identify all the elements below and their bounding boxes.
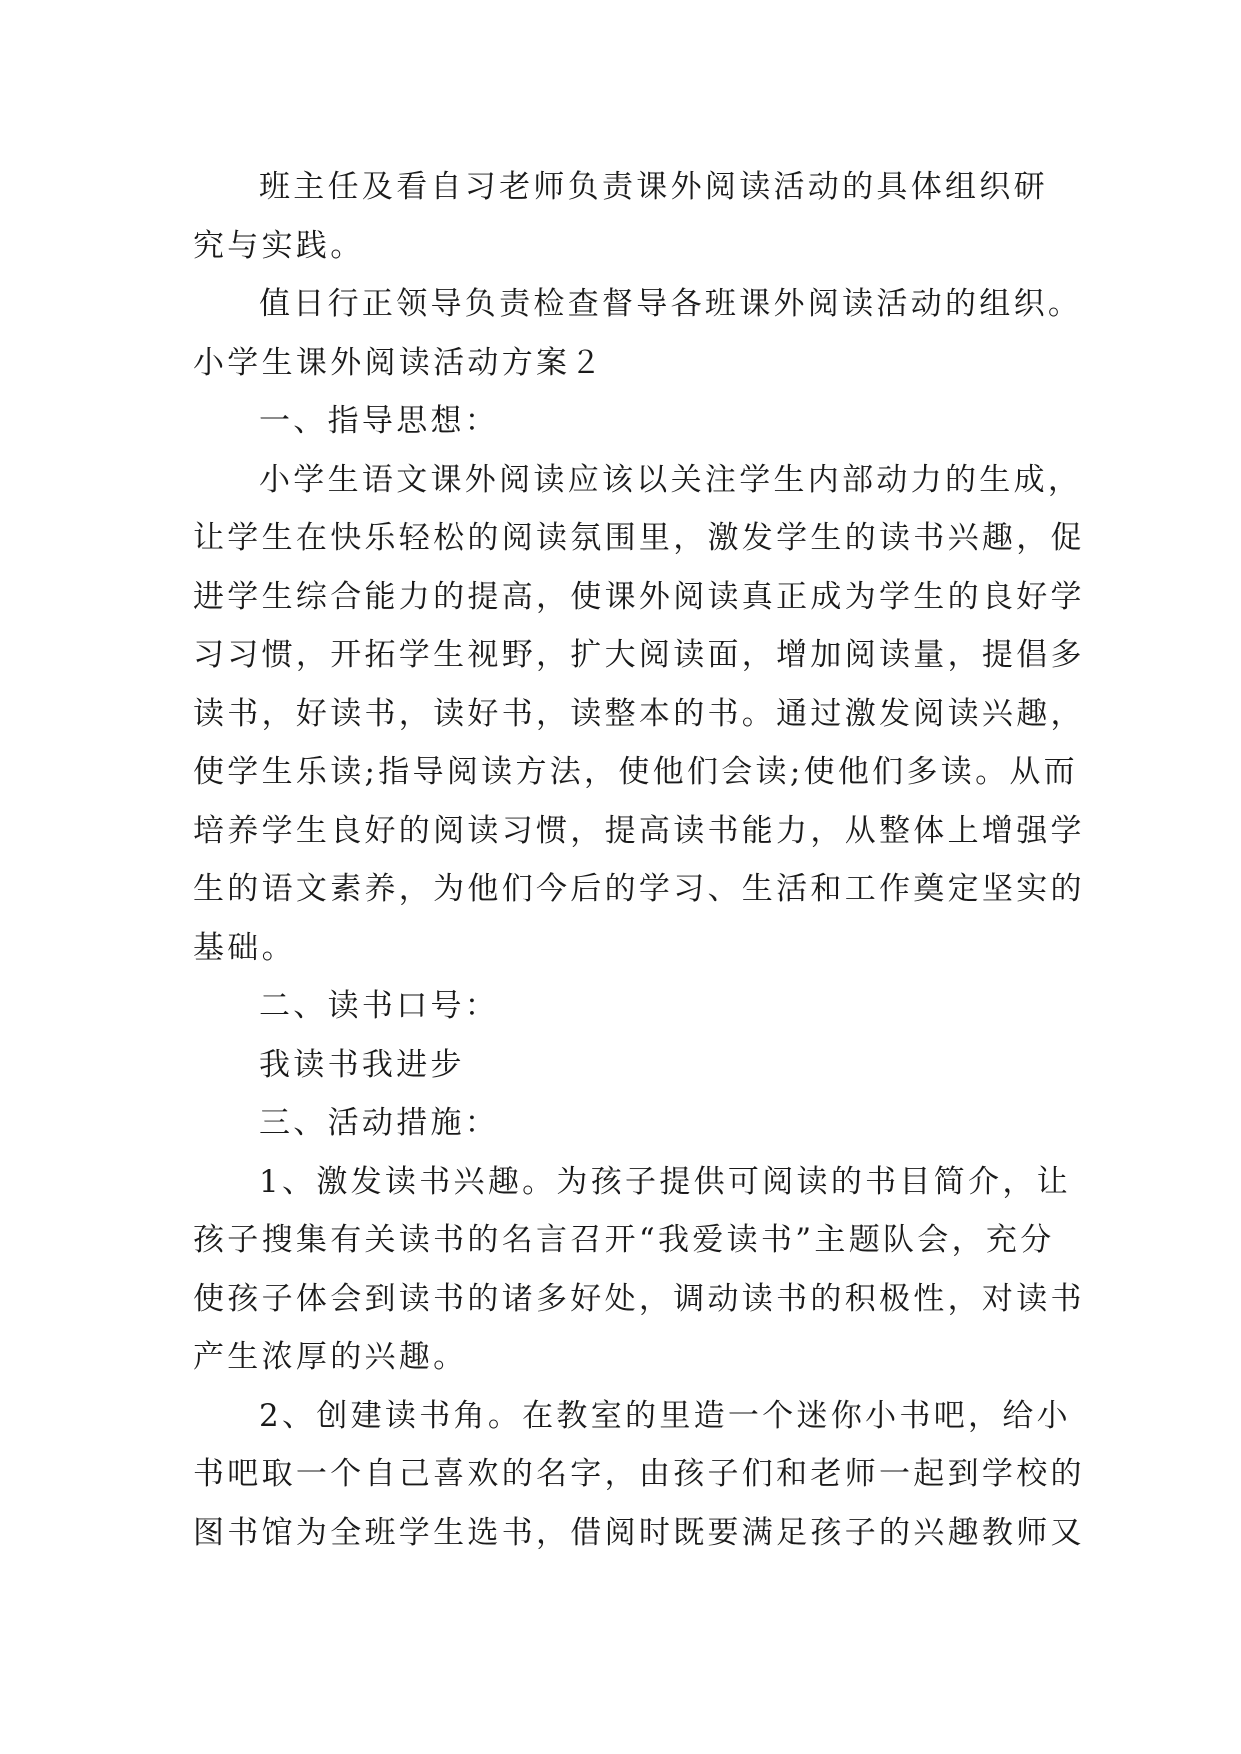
paragraph-line: 让学生在快乐轻松的阅读氛围里，激发学生的读书兴趣，促 bbox=[193, 520, 1085, 556]
paragraph-line: 进学生综合能力的提高，使课外阅读真正成为学生的良好学 bbox=[193, 578, 1085, 615]
paragraph-line: 班主任及看自习老师负责课外阅读活动的具体组织研 bbox=[259, 169, 1048, 205]
paragraph-line: 产生浓厚的兴趣。 bbox=[193, 1339, 468, 1375]
slogan: 我读书我进步 bbox=[259, 1046, 465, 1083]
paragraph-line: 使孩子体会到读书的诸多好处，调动读书的积极性，对读书 bbox=[193, 1280, 1085, 1317]
section-heading: 二、读书口号： bbox=[259, 988, 500, 1024]
paragraph-line: 小学生语文课外阅读应该以关注学生内部动力的生成， bbox=[259, 461, 1083, 498]
paragraph-line: 读书，好读书，读好书，读整本的书。通过激发阅读兴趣， bbox=[193, 695, 1085, 732]
paragraph-line: 1、激发读书兴趣。为孩子提供可阅读的书目简介，让 bbox=[259, 1163, 1071, 1200]
paragraph-line: 基础。 bbox=[193, 929, 296, 966]
section-heading: 三、活动措施： bbox=[259, 1105, 500, 1141]
paragraph-line: 书吧取一个自己喜欢的名字，由孩子们和老师一起到学校的 bbox=[193, 1456, 1085, 1492]
document-body bbox=[193, 158, 1085, 1562]
paragraph-line: 值日行正领导负责检查督导各班课外阅读活动的组织。 bbox=[259, 286, 1083, 322]
paragraph-line: 图书馆为全班学生选书，借阅时既要满足孩子的兴趣教师又 bbox=[193, 1514, 1085, 1551]
section-heading: 一、指导思想： bbox=[259, 403, 500, 439]
paragraph-line: 究与实践。 bbox=[193, 227, 365, 264]
paragraph-line: 培养学生良好的阅读习惯，提高读书能力，从整体上增强学 bbox=[193, 812, 1085, 849]
paragraph-line: 生的语文素养，为他们今后的学习、生活和工作奠定坚实的 bbox=[193, 871, 1085, 907]
paragraph-line: 孩子搜集有关读书的名言召开“我爱读书”主题队会，充分 bbox=[193, 1222, 1055, 1258]
section-title: 小学生课外阅读活动方案２ bbox=[193, 344, 605, 381]
paragraph-line: 使学生乐读;指导阅读方法，使他们会读;使他们多读。从而 bbox=[193, 754, 1078, 790]
paragraph-line: 2、创建读书角。在教室的里造一个迷你小书吧，给小 bbox=[259, 1397, 1071, 1434]
paragraph-line: 习习惯，开拓学生视野，扩大阅读面，增加阅读量，提倡多 bbox=[193, 637, 1085, 673]
